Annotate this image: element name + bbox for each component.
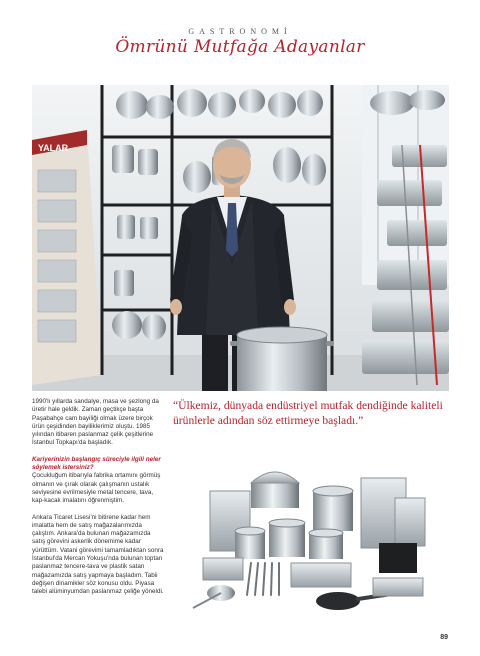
section-category: GASTRONOMİ <box>188 27 292 36</box>
display-sign-text: YALAR <box>38 143 69 153</box>
page-number: 89 <box>440 634 448 641</box>
page-header <box>0 0 480 80</box>
hero-photo-illustration <box>32 85 449 391</box>
article-paragraph-1: 1990'lı yıllarda sandalye, masa ve şezlong da üretir hale geldik. Zaman geçtikçe başta Paşabahçe cam bayiliği olmak üzere birçok ürün çeşidinden bayiliklerimiz oluştu. 1985 yılından itibaren paslanmaz çelik çeşitlerine İstanbul Topkapı'da başladık. <box>32 398 159 447</box>
interview-question: Kariyerinizin başlangıç süreciyle ilgili neler söylemek istersiniz? <box>32 455 161 472</box>
product-photo-illustration <box>173 433 449 623</box>
section-title: Ömrünü Mutfağa Adayanlar <box>115 37 365 57</box>
interview-answer: Çocukluğum itibarıyla fabrika ortamını görmüş olmanın ve çırak olarak çalışmanın ustalık seviyesine evrilmesiyle metal tencere, tava, kap-kacak imalatını öğrenmiştim. <box>32 472 161 505</box>
article-column <box>32 398 164 605</box>
product-photo <box>173 433 449 623</box>
pull-quote: “Ülkemiz, dünyada endüstriyel mutfak dendiğinde kaliteli ürünlerle adından söz ettirmeye başladı.” <box>173 399 443 427</box>
hero-photo <box>32 85 449 391</box>
article-paragraph-3: Ankara Ticaret Lisesi'ni bitirene kadar hem imalatta hem de satış mağazalarımızda çalıştım. Ankara'da bulunan mağazamızda satış görevini askerlik dönemime kadar yürüttüm. Vatani görevimi tamamladıktan sonra İstanbul'da Mercan Yokuşu'nda bulunan toptan paslanmaz tencere-tava ve plastik satan mağazamızda satış yapmaya başladım. Tabii değişen dinamikler söz konusu oldu. Piyasa talebi alüminyumdan paslanmaz çeliğe yöneldi. <box>32 513 164 596</box>
